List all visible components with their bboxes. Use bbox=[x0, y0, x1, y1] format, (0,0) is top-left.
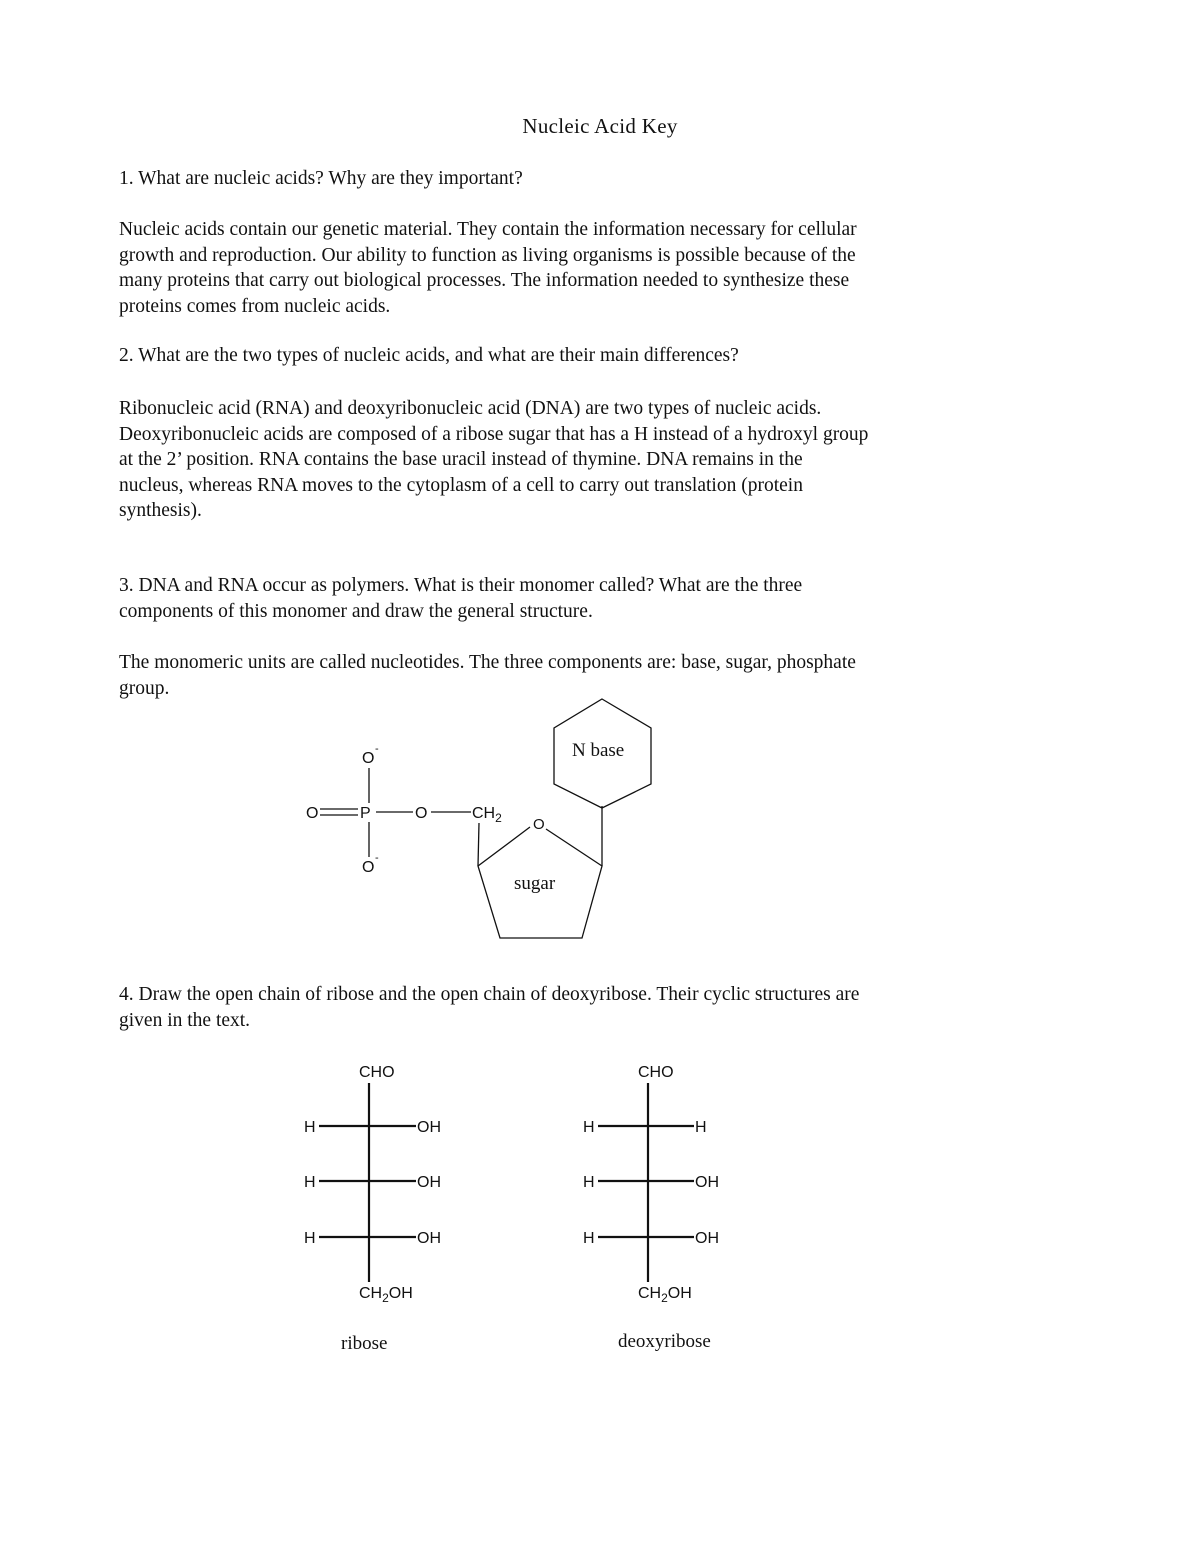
ch2-text: CH bbox=[472, 805, 496, 822]
deoxyribose-projection bbox=[583, 1064, 719, 1352]
answer-2-line: Deoxyribonucleic acids are composed of a ribose sugar that has a H instead of a hydroxyl group bbox=[119, 423, 869, 445]
answer-1-line: proteins comes from nucleic acids. bbox=[119, 295, 391, 317]
deoxyribose-bottom-text: OH bbox=[667, 1285, 692, 1302]
deoxyribose-bottom-text: CH bbox=[638, 1285, 662, 1302]
deoxyribose-label: deoxyribose bbox=[618, 1331, 711, 1352]
ribose-bottom-group bbox=[359, 1285, 413, 1305]
deoxyribose-left-substituent: H bbox=[583, 1174, 595, 1191]
ribose-bottom-subscript: 2 bbox=[382, 1291, 389, 1305]
deoxyribose-right-substituent: OH bbox=[695, 1174, 719, 1191]
question-3-line: 3. DNA and RNA occur as polymers. What is their monomer called? What are the three bbox=[119, 575, 803, 596]
answer-1-line: many proteins that carry out biological processes. The information needed to synthesize these bbox=[119, 270, 850, 292]
deoxyribose-right-substituent: OH bbox=[695, 1230, 719, 1247]
bridge-oxygen: O bbox=[415, 805, 428, 822]
deoxyribose-bottom-group bbox=[638, 1285, 692, 1305]
ch2-subscript: 2 bbox=[495, 811, 502, 825]
question-1-line: 1. What are nucleic acids? Why are they important? bbox=[119, 168, 523, 189]
sugar-label: sugar bbox=[514, 873, 556, 894]
answer-2-line: at the 2’ position. RNA contains the base uracil instead of thymine. DNA remains in the bbox=[119, 449, 803, 471]
ribose-label: ribose bbox=[341, 1333, 388, 1354]
phosphorus-atom: P bbox=[360, 805, 371, 822]
double-bond-oxygen: O bbox=[306, 805, 319, 822]
deoxyribose-top-group: CHO bbox=[638, 1064, 674, 1081]
ribose-right-substituent: OH bbox=[417, 1174, 441, 1191]
ring-oxygen: O bbox=[533, 816, 545, 833]
answer-3-line: The monomeric units are called nucleotides. The three components are: base, sugar, phosphate bbox=[119, 652, 856, 673]
answer-2-line: synthesis). bbox=[119, 500, 202, 522]
page-title: Nucleic Acid Key bbox=[522, 114, 678, 138]
deoxyribose-right-substituent: H bbox=[695, 1119, 707, 1136]
ribose-projection bbox=[304, 1064, 441, 1354]
negative-charge: - bbox=[375, 852, 379, 864]
ribose-left-substituent: H bbox=[304, 1174, 316, 1191]
deoxyribose-bottom-subscript: 2 bbox=[661, 1291, 668, 1305]
base-label: N base bbox=[572, 740, 625, 761]
ribose-left-substituent: H bbox=[304, 1119, 316, 1136]
question-4-line: given in the text. bbox=[119, 1009, 251, 1031]
deoxyribose-left-substituent: H bbox=[583, 1119, 595, 1136]
ribose-top-group: CHO bbox=[359, 1064, 395, 1081]
phosphate-oxygen-top: O bbox=[362, 750, 375, 767]
ribose-right-substituent: OH bbox=[417, 1230, 441, 1247]
ribose-bottom-text: OH bbox=[388, 1285, 413, 1302]
question-3-line: components of this monomer and draw the general structure. bbox=[119, 600, 593, 622]
deoxyribose-left-substituent: H bbox=[583, 1230, 595, 1247]
ribose-right-substituent: OH bbox=[417, 1119, 441, 1136]
question-4-line: 4. Draw the open chain of ribose and the open chain of deoxyribose. Their cyclic structures are bbox=[119, 984, 860, 1005]
question-2-line: 2. What are the two types of nucleic acids, and what are their main differences? bbox=[119, 345, 739, 366]
negative-charge: - bbox=[375, 743, 379, 755]
ribose-bottom-text: CH bbox=[359, 1285, 383, 1302]
answer-3-line: group. bbox=[119, 677, 170, 699]
phosphate-oxygen-bottom: O bbox=[362, 859, 375, 876]
answer-2-line: Ribonucleic acid (RNA) and deoxyribonucleic acid (DNA) are two types of nucleic acids. bbox=[119, 398, 822, 419]
answer-2-line: nucleus, whereas RNA moves to the cytoplasm of a cell to carry out translation (protein bbox=[119, 474, 803, 496]
answer-1-line: growth and reproduction. Our ability to function as living organisms is possible because of the bbox=[119, 244, 856, 266]
answer-1-line: Nucleic acids contain our genetic material. They contain the information necessary for cellular bbox=[119, 219, 857, 240]
ribose-left-substituent: H bbox=[304, 1230, 316, 1247]
